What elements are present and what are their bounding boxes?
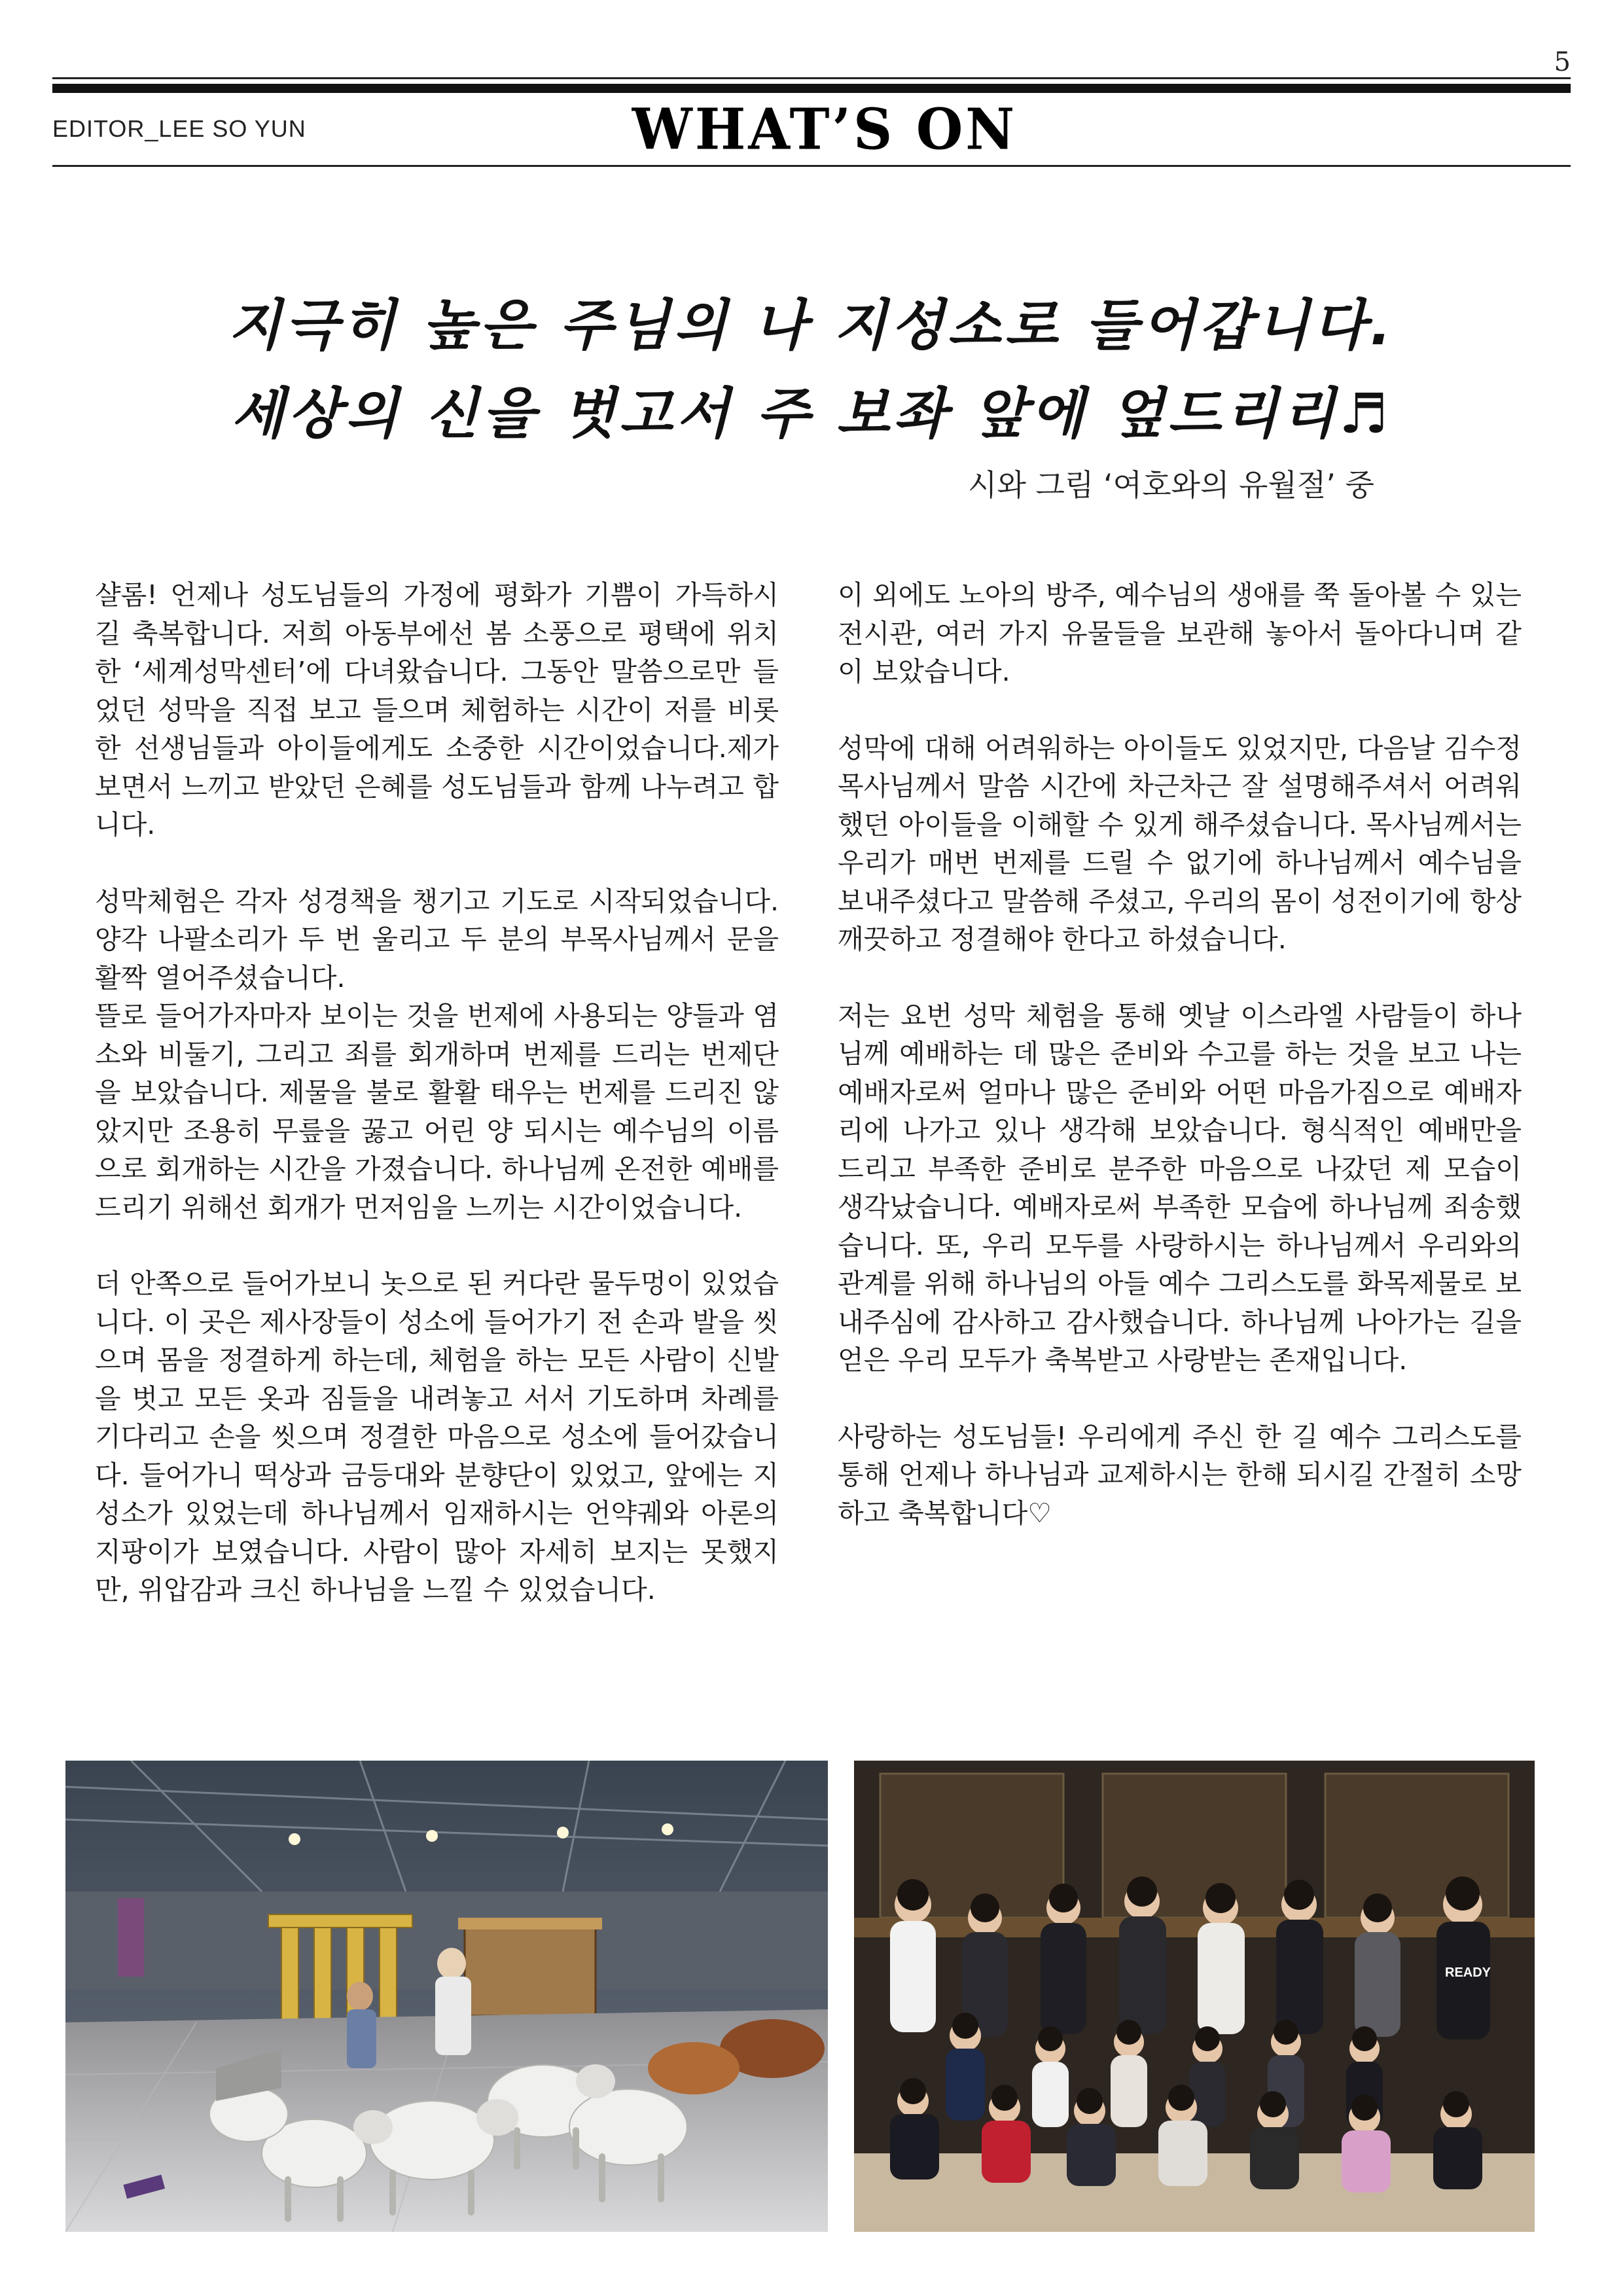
group-photo xyxy=(854,1761,1535,2232)
article-paragraph: 저는 요번 성막 체험을 통해 옛날 이스라엘 사람들이 하나님께 예배하는 데 많은 준비와 수고를 하는 것을 보고 나는 예배자로써 얼마나 많은 준비와 어떤 마음가짐으로 예배자리에 나가고 있나 생각해 보았습니다. 형식적인 예배만을 드리고 부족한 준비로 분주한 마음으로 나갔던 제 모습이 생각났습니다. 예배자로써 부족한 모습에 하나님께 죄송했습니다. 또, 우리 모두를 사랑하시는 하나님께서 우리와의 관계를 위해 하나님의 아들 예수 그리스도를 화목제물로 보내주심에 감사하고 감사했습니다. 하나님께 나아가는 길을 얻은 우리 모두가 축복받고 사랑받는 존재입니다. xyxy=(838,999,1522,1376)
article-paragraph: 샬롬! 언제나 성도님들의 가정에 평화가 기쁨이 가득하시길 축복합니다. 저희 아동부에선 봄 소풍으로 평택에 위치한 ‘세계성막센터’에 다녀왔습니다. 그동안 말씀으로만 들었던 성막을 직접 보고 들으며 체험하는 시간이 저를 비롯한 선생님들과 아이들에게도 소중한 시간이었습니다.제가 보면서 느끼고 받았던 은혜를 성도님들과 함께 나누려고 합니다. xyxy=(95,579,779,840)
article-paragraph: 성막에 대해 어려워하는 아이들도 있었지만, 다음날 김수정 목사님께서 말씀 시간에 차근차근 잘 설명해주셔서 어려워 했던 아이들을 이해할 수 있게 해주셨습니다. 목사님께서는 우리가 매번 번제를 드릴 수 없기에 하나님께서 예수님을 보내주셨다고 말씀해 주셨고, 우리의 몸이 성전이기에 항상 깨끗하고 정결해야 한다고 하셨습니다. xyxy=(838,732,1522,955)
section-title: WHAT’S ON xyxy=(632,96,1018,163)
page-number: 5 xyxy=(1554,47,1571,77)
article-paragraph: 사랑하는 성도님들! 우리에게 주신 한 길 예수 그리스도를 통해 언제나 하나님과 교제하시는 한해 되시길 간절히 소망하고 축복합니다♡ xyxy=(838,1420,1522,1529)
tabernacle-exhibit-photo xyxy=(65,1761,828,2232)
quote-line-1: 지극히 높은 주님의 나 지성소로 들어갑니다. xyxy=(228,293,1395,357)
header-rule-thin xyxy=(52,77,1571,79)
quote-source: 시와 그림 ‘여호와의 유월절’ 중 xyxy=(968,467,1374,503)
header-rule-thick xyxy=(52,84,1571,93)
article-paragraph: 성막체험은 각자 성경책을 챙기고 기도로 시작되었습니다. 양각 나팔소리가 두 번 울리고 두 분의 부목사님께서 문을 활짝 열어주셨습니다. xyxy=(95,885,779,994)
group-photo-image xyxy=(854,1761,1535,2232)
tabernacle-exhibit-image xyxy=(65,1761,828,2232)
article-column-left xyxy=(95,576,779,1647)
quote-line-2: 세상의 신을 벗고서 주 보좌 앞에 엎드리리♬ xyxy=(230,382,1393,446)
header-rule-bottom xyxy=(52,165,1571,167)
article-paragraph: 이 외에도 노아의 방주, 예수님의 생애를 쭉 돌아볼 수 있는 전시관, 여러 가지 유물들을 보관해 놓아서 돌아다니며 같이 보았습니다. xyxy=(838,579,1522,687)
editor-credit: EDITOR_LEE SO YUN xyxy=(52,115,306,142)
article-column-right xyxy=(838,576,1522,1570)
article-paragraph: 뜰로 들어가자마자 보이는 것을 번제에 사용되는 양들과 염소와 비둘기, 그리고 죄를 회개하며 번제를 드리는 번제단을 보았습니다. 제물을 불로 활활 태우는 번제를 드리진 않았지만 조용히 무릎을 꿇고 어린 양 되시는 예수님의 이름으로 회개하는 시간을 가졌습니다. 하나님께 온전한 예배를 드리기 위해선 회개가 먼저임을 느끼는 시간이었습니다. xyxy=(95,1000,779,1223)
shirt-print: READY xyxy=(1445,1965,1491,1980)
article-paragraph: 더 안쪽으로 들어가보니 놋으로 된 커다란 물두멍이 있었습니다. 이 곳은 제사장들이 성소에 들어가기 전 손과 발을 씻으며 몸을 정결하게 하는데, 체험을 하는 모든 사람이 신발을 벗고 모든 옷과 짐들을 내려놓고 서서 기도하며 차례를 기다리고 손을 씻으며 정결한 마음으로 성소에 들어갔습니다. 들어가니 떡상과 금등대와 분향단이 있었고, 앞에는 지성소가 있었는데 하나님께서 임재하시는 언약궤와 아론의 지팡이가 보였습니다. 사람이 많아 자세히 보지는 못했지만, 위압감과 크신 하나님을 느낄 수 있었습니다. xyxy=(95,1268,779,1605)
